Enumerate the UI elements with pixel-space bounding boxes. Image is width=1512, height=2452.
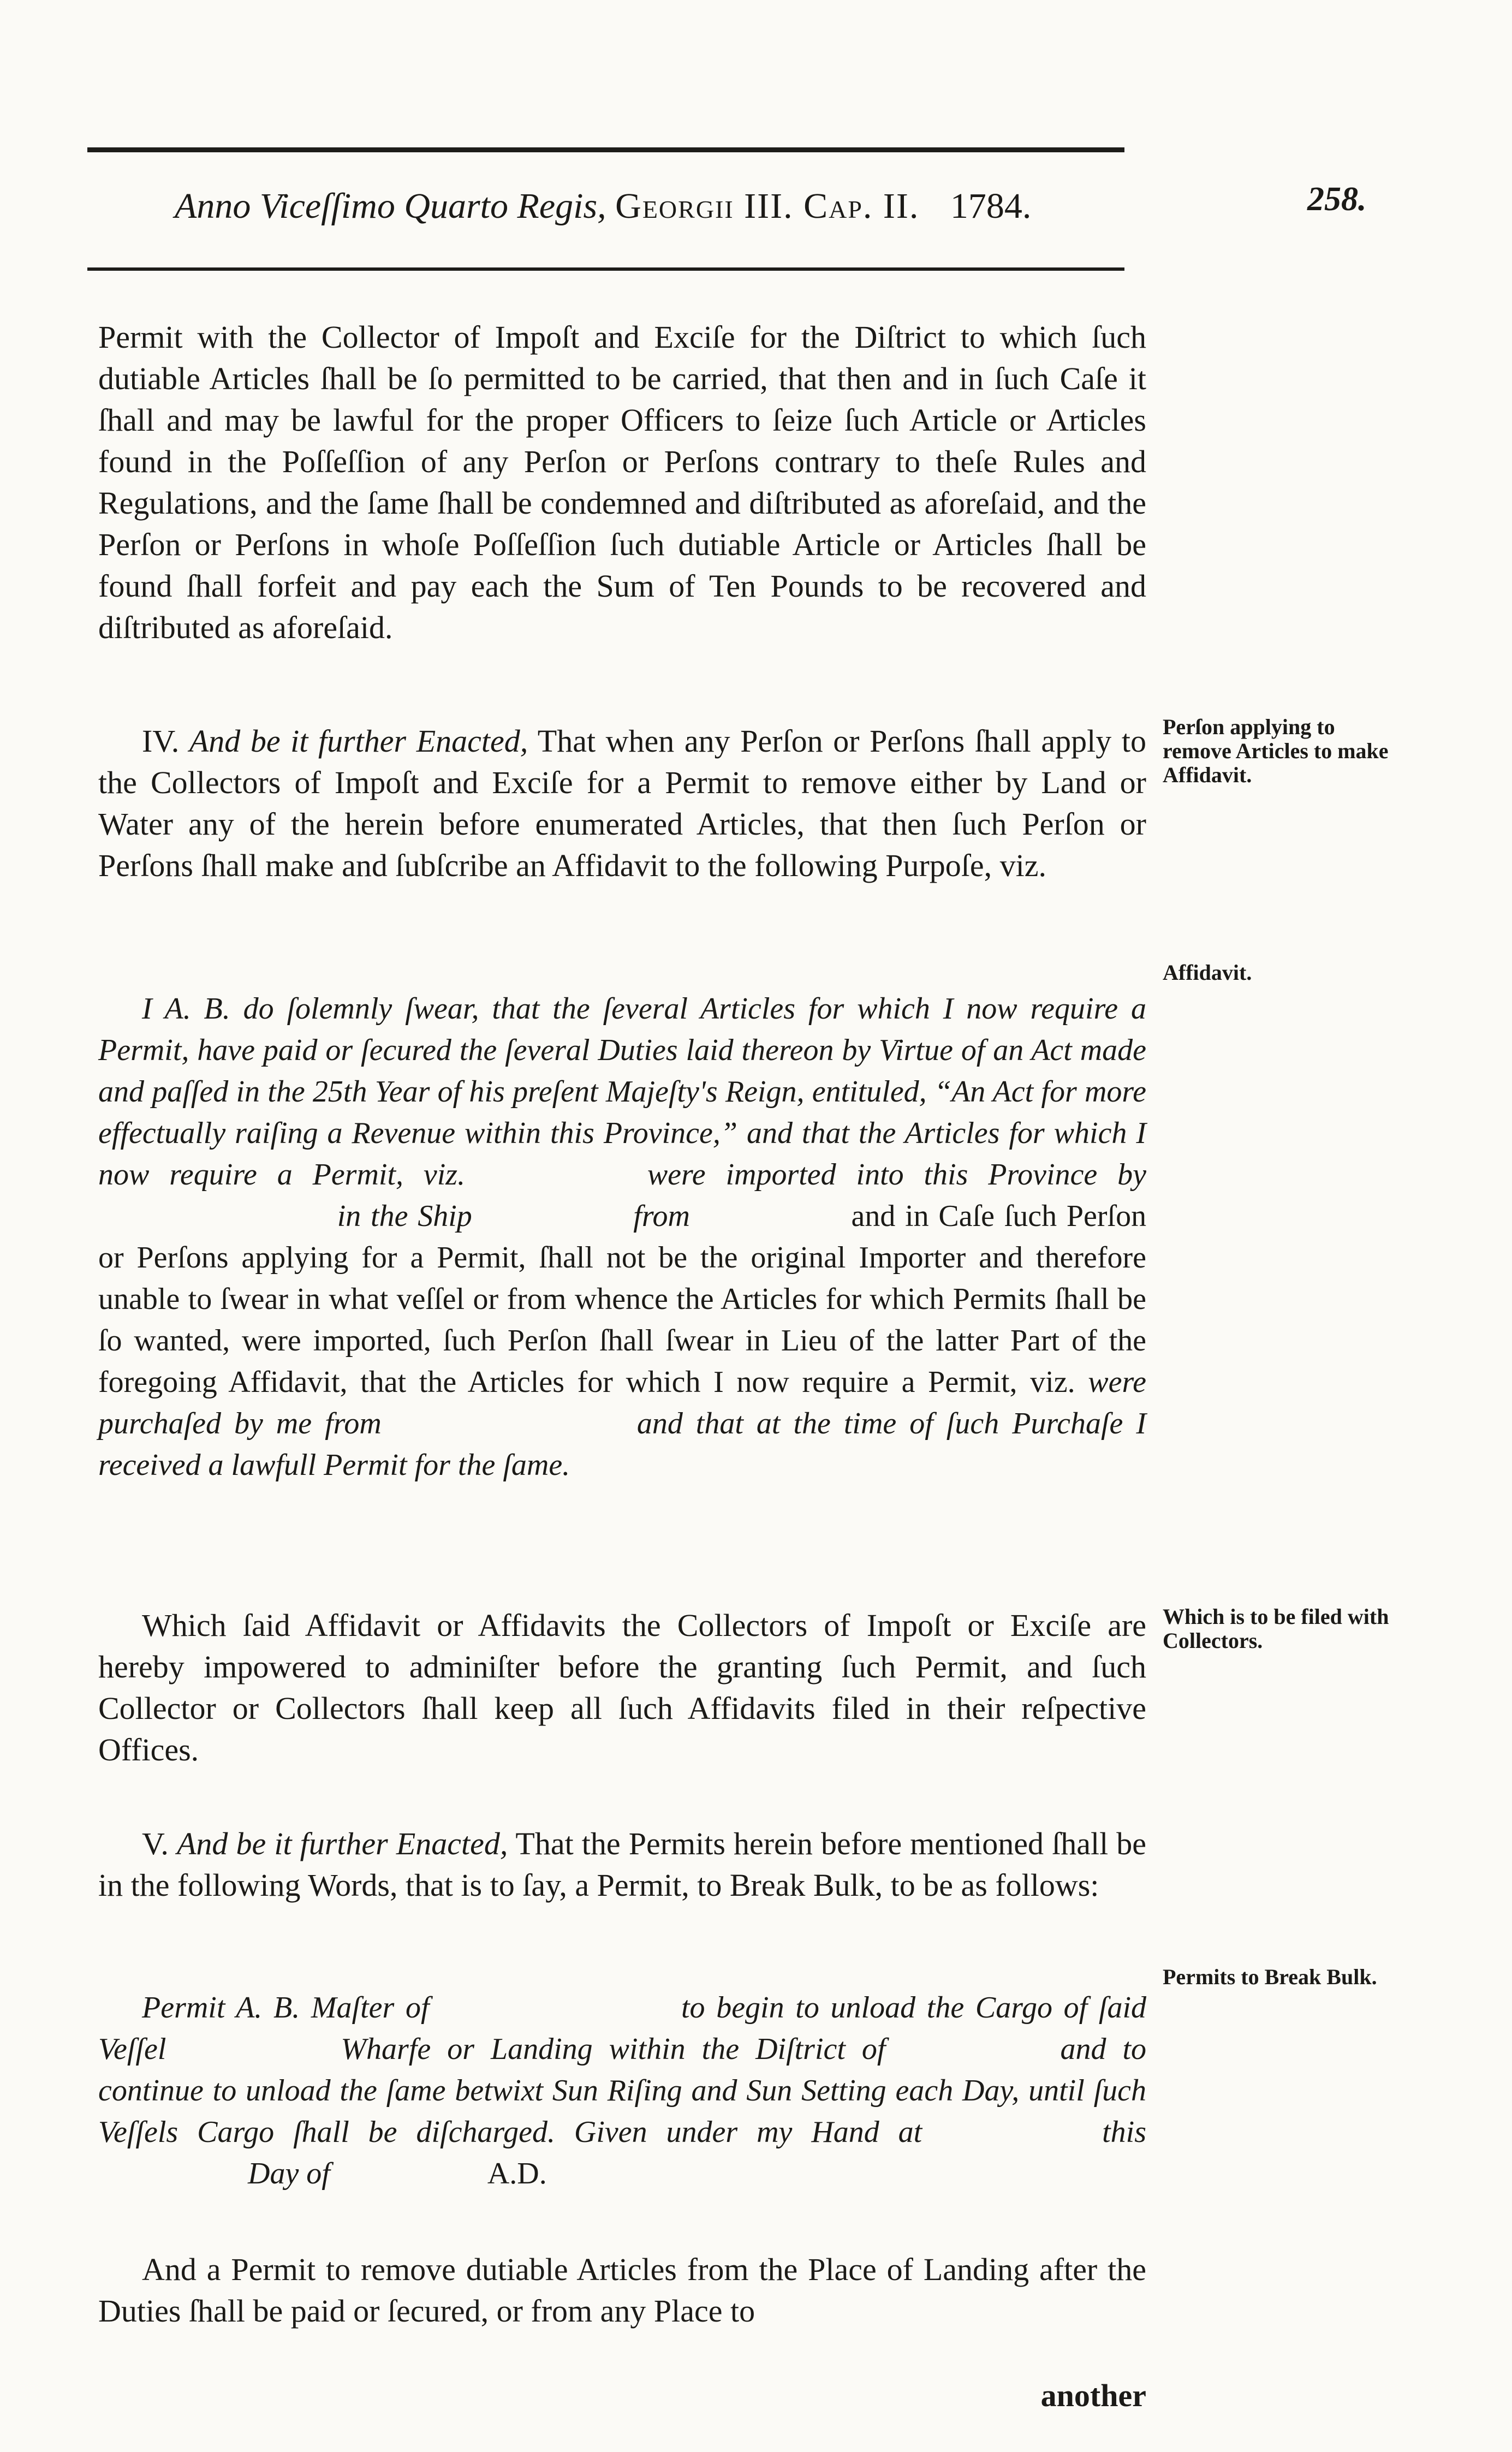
year: 1784. — [950, 186, 1032, 226]
affidavit-filing-paragraph — [98, 1605, 1146, 1771]
section-v-number: V. — [142, 1826, 169, 1861]
permit-text-7: A.D. — [487, 2157, 547, 2191]
oath-text-7: and that at the time of ſuch Purchaſe I received a lawfull Permit for the ſame. — [98, 1407, 1147, 1482]
margin-note-affidavit: Affidavit. — [1163, 960, 1252, 985]
section-v-enacting: And be it further Enacted, — [177, 1826, 508, 1861]
oath-text-4: from — [633, 1199, 690, 1233]
margin-note-break-bulk: Permits to Break Bulk. — [1163, 1965, 1377, 1989]
top-rule — [87, 147, 1124, 152]
permit-text-3: Wharfe or Landing within the Diſtrict of — [341, 2032, 886, 2066]
permit-text-5: this — [1102, 2115, 1147, 2149]
affidavit-oath — [98, 988, 1146, 1486]
margin-note-affidavit-required: Perſon applying to remove Articles to make Affidavit. — [1163, 715, 1389, 787]
section-iv-number: IV. — [142, 723, 180, 759]
continuation-text: Permit with the Collector of Impoſt and Exciſe for the Diſtrict to which ſuch dutiable Articles ſhall be ſo permitted to be carried, that then and in ſuch Caſe it ſhall and may be lawful for the proper Officers to ſeize ſuch Article or Articles found in the Poſſeſſion of any Perſon or Perſons contrary to theſe Rules and Regulations, and the ſame ſhall be condemned and diſtributed as aforeſaid, and the Perſon or Perſons in whoſe Poſſeſſion ſuch dutiable Article or Articles ſhall be found ſhall forfeit and pay each the Sum of Ten Pounds to be recovered and diſtributed as aforeſaid. — [98, 319, 1146, 645]
catchword: another — [1040, 2378, 1146, 2413]
section-v — [98, 1823, 1146, 1906]
header-rule — [87, 267, 1124, 271]
final-text: And a Permit to remove dutiable Articles from the Place of Landing after the Duties ſhall be paid or ſecured, or from any Place to — [98, 2252, 1146, 2329]
page-number: 258. — [1307, 181, 1367, 218]
oath-text-6: were purchaſed by me from — [98, 1365, 1147, 1441]
running-header — [175, 186, 1031, 227]
final-paragraph — [98, 2249, 1146, 2332]
filing-text: Which ſaid Affidavit or Affidavits the Collectors of Impoſt or Exciſe are hereby impowered to adminiſter before the granting ſuch Permit, and ſuch Collector or Collectors ſhall keep all ſuch Affidavits filed in their reſpective Offices. — [98, 1608, 1146, 1767]
section-v-text: That the Permits herein before mentioned ſhall be in the following Words, that is to ſay, a Permit, to Break Bulk, to be as follows: — [98, 1826, 1146, 1903]
permit-text-2: to begin to unload the Cargo of ſaid Veſſel — [98, 1991, 1147, 2066]
monarch-chapter: Georgii III. Cap. II. — [615, 186, 920, 226]
section-iv — [98, 721, 1146, 886]
oath-text-2: were imported into this Province by — [647, 1158, 1147, 1192]
oath-text-1: I A. B. do ſolemnly ſwear, that the ſeveral Articles for which I now require a Permit, have paid or ſecured the ſeveral Duties laid thereon by Virtue of an Act made and paſſed in the 25th Year of his preſent Majeſty's Reign, entituled, “An Act for more effectually raiſing a Revenue within this Province,” and that the Articles for which I now require a Permit, viz. — [98, 992, 1146, 1192]
section-iv-enacting: And be it further Enacted, — [189, 723, 528, 759]
continuation-paragraph — [98, 317, 1146, 648]
permit-form — [98, 1987, 1146, 2194]
oath-text-3: in the Ship — [337, 1199, 472, 1233]
section-iv-text: That when any Perſon or Perſons ſhall apply to the Collectors of Impoſt and Exciſe for a Permit to remove either by Land or Water any of the herein before enumerated Articles, that then ſuch Perſon or Perſons ſhall make and ſubſcribe an Affidavit to the following Purpoſe, viz. — [98, 723, 1146, 883]
margin-note-filed: Which is to be filed with Collectors. — [1163, 1604, 1389, 1653]
permit-text-4: and to continue to unload the ſame betwixt Sun Riſing and Sun Setting each Day, until ſuch Veſſels Cargo ſhall be diſcharged. Given under my Hand at — [98, 2032, 1147, 2149]
reign-prefix: Anno Viceſſimo Quarto Regis, — [175, 186, 606, 226]
permit-text-6: Day of — [248, 2157, 330, 2191]
oath-text-5: and in Caſe ſuch Perſon or Perſons applying for a Permit, ſhall not be the original Importer and therefore unable to ſwear in what veſſel or from whence the Articles for which Permits ſhall be ſo wanted, were imported, ſuch Perſon ſhall ſwear in Lieu of the latter Part of the foregoing Affidavit, that the Articles for which I now require a Permit, viz. — [98, 1199, 1147, 1399]
permit-text-1: Permit A. B. Maſter of — [142, 1991, 430, 2025]
